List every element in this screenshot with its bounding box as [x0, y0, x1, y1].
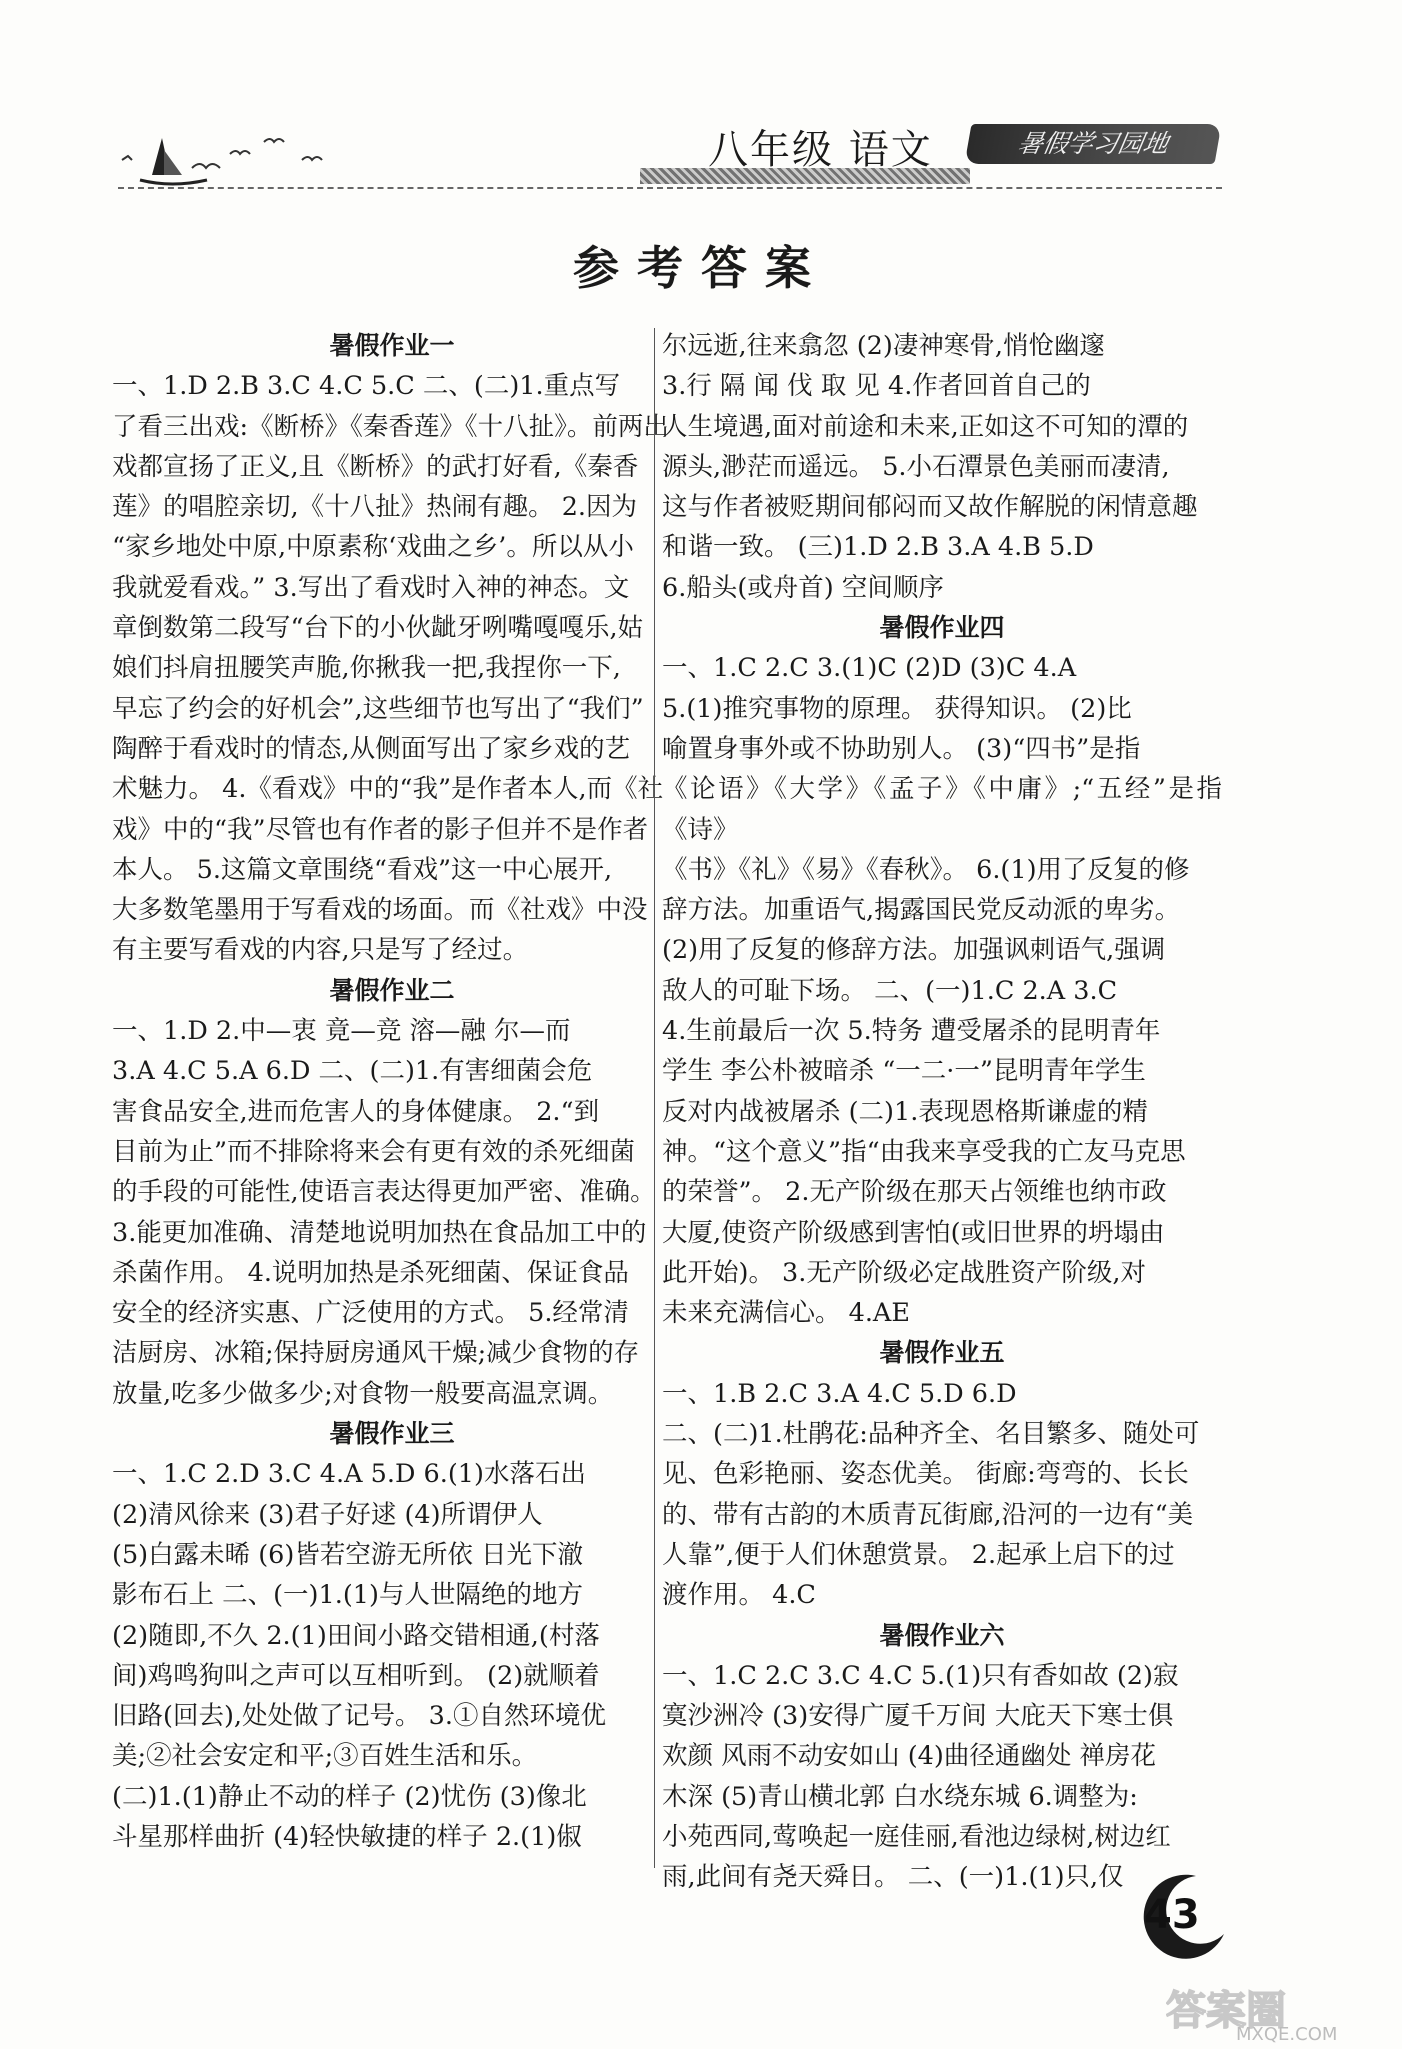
answer-line: 一、1.D 2.中—衷 竟—竞 溶—融 尔—而	[112, 1016, 571, 1047]
answer-line: “家乡地处中原,中原素称‘戏曲之乡’。所以从小	[112, 532, 634, 563]
answer-line: 的荣誉”。 2.无产阶级在那天占领维也纳市政	[662, 1177, 1167, 1208]
page-title: 参考答案	[573, 241, 829, 295]
answer-line: 影布石上 二、(一)1.(1)与人世隔绝的地方	[112, 1580, 583, 1611]
header-rule	[118, 187, 1222, 189]
answer-line: 大多数笔墨用于写看戏的场面。而《社戏》中没	[112, 895, 648, 926]
answer-line: (2)随即,不久 2.(1)田间小路交错相通,(村落	[112, 1620, 600, 1651]
answer-line: 陶醉于看戏时的情态,从侧面写出了家乡戏的艺	[112, 733, 631, 764]
answer-line: 小苑西同,莺唤起一庭佳丽,看池边绿树,树边红	[662, 1821, 1171, 1852]
answer-line: 木深 (5)青山横北郭 白水绕东城 6.调整为:	[662, 1781, 1138, 1812]
answer-line: 旧路(回去),处处做了记号。 3.①自然环境优	[112, 1701, 606, 1732]
answer-line: 戏》中的“我”尽管也有作者的影子但并不是作者	[112, 814, 649, 845]
answer-line: 有主要写看戏的内容,只是写了经过。	[112, 935, 529, 966]
page-number-badge	[1136, 1868, 1232, 1964]
section-heading: 暑假作业六	[879, 1620, 1005, 1650]
answer-line: 《书》《礼》《易》《春秋》。 6.(1)用了反复的修	[662, 854, 1190, 885]
answer-line: 4.生前最后一次 5.特务 遭受屠杀的昆明青年	[662, 1016, 1161, 1047]
answer-line: 二、(二)1.杜鹃花:品种齐全、名目繁多、随处可	[662, 1419, 1200, 1450]
answer-line: 《论语》《大学》《孟子》《中庸》;“五经”是指《诗》	[662, 774, 1222, 845]
answer-line: 一、1.C 2.D 3.C 4.A 5.D 6.(1)水落石出	[112, 1459, 586, 1490]
answer-line: 这与作者被贬期间郁闷而又故作解脱的闲情意趣	[662, 492, 1198, 523]
answer-line: 学生 李公朴被暗杀 “一二·一”昆明青年学生	[662, 1056, 1146, 1087]
answer-line: 杀菌作用。 4.说明加热是杀死细菌、保证食品	[112, 1257, 629, 1288]
answer-line: 莲》的唱腔亲切,《十八扯》热闹有趣。 2.因为	[112, 492, 638, 523]
answer-line: 辞方法。加重语气,揭露国民党反动派的卑劣。	[662, 895, 1181, 926]
answer-line: 敌人的可耻下场。 二、(一)1.C 2.A 3.C	[662, 975, 1118, 1006]
answer-line: 人生境遇,面对前途和未来,正如这不可知的潭的	[662, 411, 1189, 442]
svg-text:答案圈: 答案圈	[1166, 1988, 1286, 2034]
answer-line: (2)清风徐来 (3)君子好逑 (4)所谓伊人	[112, 1499, 543, 1530]
answer-line: 雨,此间有尧天舜日。 二、(一)1.(1)只,仅	[662, 1862, 1124, 1893]
answer-line: 一、1.D 2.B 3.C 4.C 5.C 二、(二)1.重点写	[112, 371, 621, 402]
answer-line: 寞沙洲冷 (3)安得广厦千万间 大庇天下寒士俱	[662, 1701, 1174, 1732]
answer-line: 早忘了约会的好机会”,这些细节也写出了“我们”	[112, 693, 644, 724]
answer-line: 大厦,使资产阶级感到害怕(或旧世界的坍塌由	[662, 1217, 1165, 1248]
answer-line: 娘们抖肩扭腰笑声脆,你揪我一把,我捏你一下,	[112, 653, 621, 684]
answer-line: 害食品安全,进而危害人的身体健康。 2.“到	[112, 1096, 600, 1127]
answer-line: 我就爱看戏。” 3.写出了看戏时入神的神态。文	[112, 572, 630, 603]
answer-line: 3.A 4.C 5.A 6.D 二、(二)1.有害细菌会危	[112, 1056, 593, 1087]
answer-line: 目前为止”而不排除将来会有更有效的杀死细菌	[112, 1136, 636, 1167]
answer-line: 3.能更加准确、清楚地说明加热在食品加工中的	[112, 1217, 647, 1248]
answer-line: (二)1.(1)静止不动的样子 (2)忧伤 (3)像北	[112, 1781, 587, 1812]
answer-line: 本人。 5.这篇文章围绕“看戏”这一中心展开,	[112, 854, 613, 885]
section-heading: 暑假作业三	[329, 1419, 455, 1449]
answer-line: 一、1.C 2.C 3.(1)C (2)D (3)C 4.A	[662, 653, 1077, 684]
watermark-url: MXQE.COM	[1236, 2024, 1338, 2045]
section-heading: 暑假作业一	[329, 331, 455, 360]
grade-subject: 八年级 语文	[708, 127, 933, 173]
section-heading: 暑假作业四	[879, 613, 1005, 643]
section-heading: 暑假作业五	[879, 1338, 1005, 1368]
answer-line: 尔远逝,往来翕忽 (2)凄神寒骨,悄怆幽邃	[662, 331, 1105, 361]
answer-line: 5.(1)推究事物的原理。 获得知识。 (2)比	[662, 693, 1132, 724]
right-column	[662, 326, 1222, 1898]
answer-line: 反对内战被屠杀 (二)1.表现恩格斯谦虚的精	[662, 1096, 1148, 1127]
answer-line: 斗星那样曲折 (4)轻快敏捷的样子 2.(1)俶	[112, 1821, 582, 1852]
answer-line: 放量,吃多少做多少;对食物一般要高温烹调。	[112, 1378, 614, 1409]
answer-line: 章倒数第二段写“台下的小伙龇牙咧嘴嘎嘎乐,姑	[112, 613, 644, 644]
section-heading: 暑假作业二	[329, 975, 455, 1005]
answer-line: 神。“这个意义”指“由我来享受我的亡友马克思	[662, 1136, 1186, 1167]
page-header	[0, 0, 1402, 210]
answer-line: 一、1.C 2.C 3.C 4.C 5.(1)只有香如故 (2)寂	[662, 1660, 1179, 1691]
answer-line: 了看三出戏:《断桥》《秦香莲》《十八扯》。前两出	[112, 411, 669, 442]
answer-line: 和谐一致。 (三)1.D 2.B 3.A 4.B 5.D	[662, 532, 1094, 563]
answer-line: 人靠”,便于人们休憩赏景。 2.起承上启下的过	[662, 1539, 1175, 1570]
answer-line: 洁厨房、冰箱;保持厨房通风干燥;减少食物的存	[112, 1338, 640, 1369]
answer-line: 源头,渺茫而遥远。 5.小石潭景色美丽而凄清,	[662, 451, 1170, 482]
left-column	[112, 326, 672, 1857]
answer-line: 的、带有古韵的木质青瓦街廊,沿河的一边有“美	[662, 1499, 1194, 1530]
answer-line: 安全的经济实惠、广泛使用的方式。 5.经常清	[112, 1298, 629, 1329]
answer-line: 欢颜 风雨不动安如山 (4)曲径通幽处 禅房花	[662, 1741, 1156, 1772]
answer-line: 未来充满信心。 4.AE	[662, 1298, 910, 1329]
answer-line: 的手段的可能性,使语言表达得更加严密、准确。	[112, 1177, 656, 1208]
answer-line: 此开始)。 3.无产阶级必定战胜资产阶级,对	[662, 1257, 1146, 1288]
series-badge: 暑假学习园地	[964, 124, 1221, 164]
answer-line: 间)鸡鸣狗叫之声可以互相听到。 (2)就顺着	[112, 1660, 600, 1691]
answer-line: (2)用了反复的修辞方法。加强讽刺语气,强调	[662, 935, 1166, 966]
answer-line: 一、1.B 2.C 3.A 4.C 5.D 6.D	[662, 1378, 1017, 1409]
answer-line: 见、色彩艳丽、姿态优美。 街廊:弯弯的、长长	[662, 1459, 1189, 1490]
column-divider	[654, 328, 655, 1868]
answer-line: 美;②社会安定和平;③百姓生活和乐。	[112, 1741, 538, 1772]
answer-line: 喻置身事外或不协助别人。 (3)“四书”是指	[662, 733, 1141, 764]
answer-line: 6.船头(或舟首) 空间顺序	[662, 572, 944, 603]
page-number: 43	[1144, 1892, 1200, 1938]
answer-line: 术魅力。 4.《看戏》中的“我”是作者本人,而《社	[112, 774, 664, 805]
answer-line: 渡作用。 4.C	[662, 1580, 816, 1611]
answer-line: 3.行 隔 闻 伐 取 见 4.作者回首自己的	[662, 371, 1091, 402]
answer-line: 戏都宣扬了正义,且《断桥》的武打好看,《秦香	[112, 451, 639, 482]
answer-line: (5)白露未晞 (6)皆若空游无所依 日光下澈	[112, 1539, 583, 1570]
